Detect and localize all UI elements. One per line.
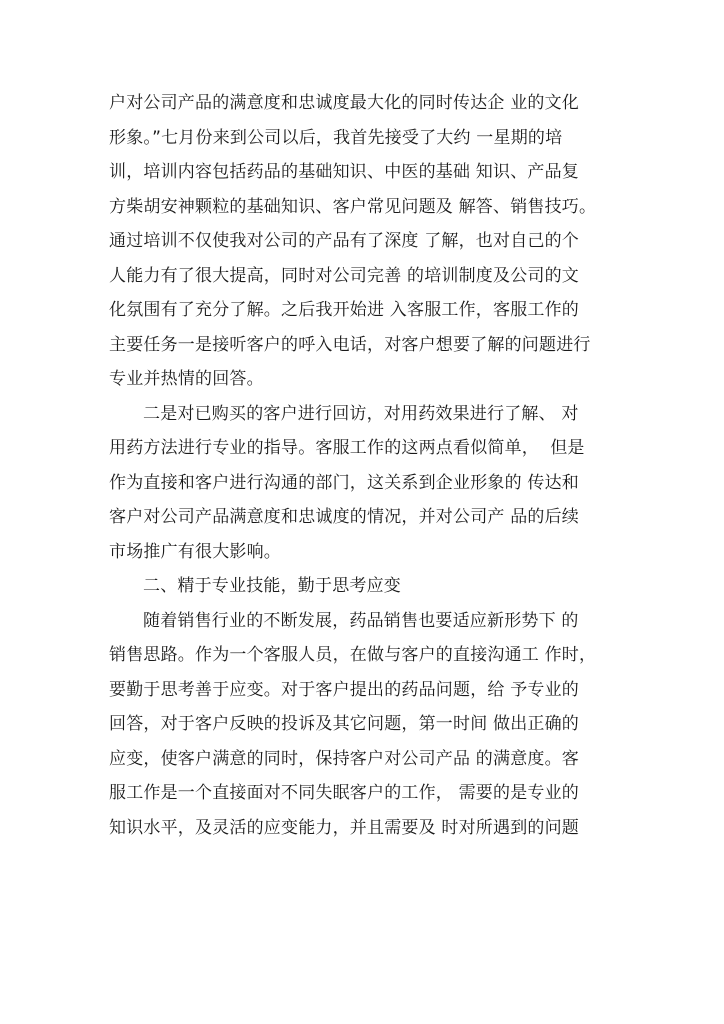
text-line: 服工作是一个直接面对不同失眠客户的工作， 需要的是专业的 (109, 783, 580, 803)
text-line: 作为直接和客户进行沟通的部门，这关系到企业形象的 传达和 (109, 472, 580, 493)
section-heading (109, 569, 629, 604)
text-line: 随着销售行业的不断发展，药品销售也要适应新形势下 的 (143, 610, 579, 631)
text-line: 专业并热情的回答。 (109, 369, 264, 389)
text-line: 二是对已购买的客户进行回访，对用药效果进行了解、 对 (143, 403, 579, 424)
text-line: 客户对公司产品满意度和忠诚度的情况，并对公司产 品的后续 (109, 507, 580, 527)
text-line: 主要任务一是接听客户的呼入电话，对客户想要了解的问题进行 (109, 334, 591, 355)
text-line: 要勤于思考善于应变。对于客户提出的药品问题，给 予专业的 (109, 679, 580, 700)
text-line: 形象。”七月份来到公司以后，我首先接受了大约 一星期的培 (109, 127, 563, 148)
text-line: 用药方法进行专业的指导。客服工作的这两点看似简单， 但是 (109, 438, 585, 458)
text-line: 知识水平，及灵活的应变能力，并且需要及 时对所遇到的问题 (109, 817, 580, 838)
paragraph-2 (109, 397, 629, 570)
text-line: 化氛围有了充分了解。之后我开始进 入客服工作，客服工作的 (109, 300, 580, 320)
heading-line: 二、精于专业技能，勤于思考应变 (143, 576, 401, 596)
text-line: 方柴胡安神颗粒的基础知识、客户常见问题及 解答、销售技巧。 (109, 196, 597, 217)
paragraph-1 (109, 86, 629, 397)
text-line: 应变，使客户满意的同时，保持客户对公司产品 的满意度。客 (109, 748, 580, 769)
paragraph-3 (109, 604, 629, 846)
text-line: 通过培训不仅使我对公司的产品有了深度 了解，也对自己的个 (109, 231, 580, 251)
text-line: 销售思路。作为一个客服人员，在做与客户的直接沟通工 作时， (109, 645, 597, 665)
text-line: 训，培训内容包括药品的基础知识、中医的基础 知识、产品复 (109, 162, 580, 182)
text-line: 人能力有了很大提高，同时对公司完善 的培训制度及公司的文 (109, 265, 580, 286)
text-line: 回答，对于客户反映的投诉及其它问题，第一时间 做出正确的 (109, 714, 580, 734)
document-body (109, 86, 629, 845)
text-line: 户对公司产品的满意度和忠诚度最大化的同时传达企 业的文化 (109, 93, 580, 113)
text-line: 市场推广有很大影响。 (109, 541, 281, 562)
